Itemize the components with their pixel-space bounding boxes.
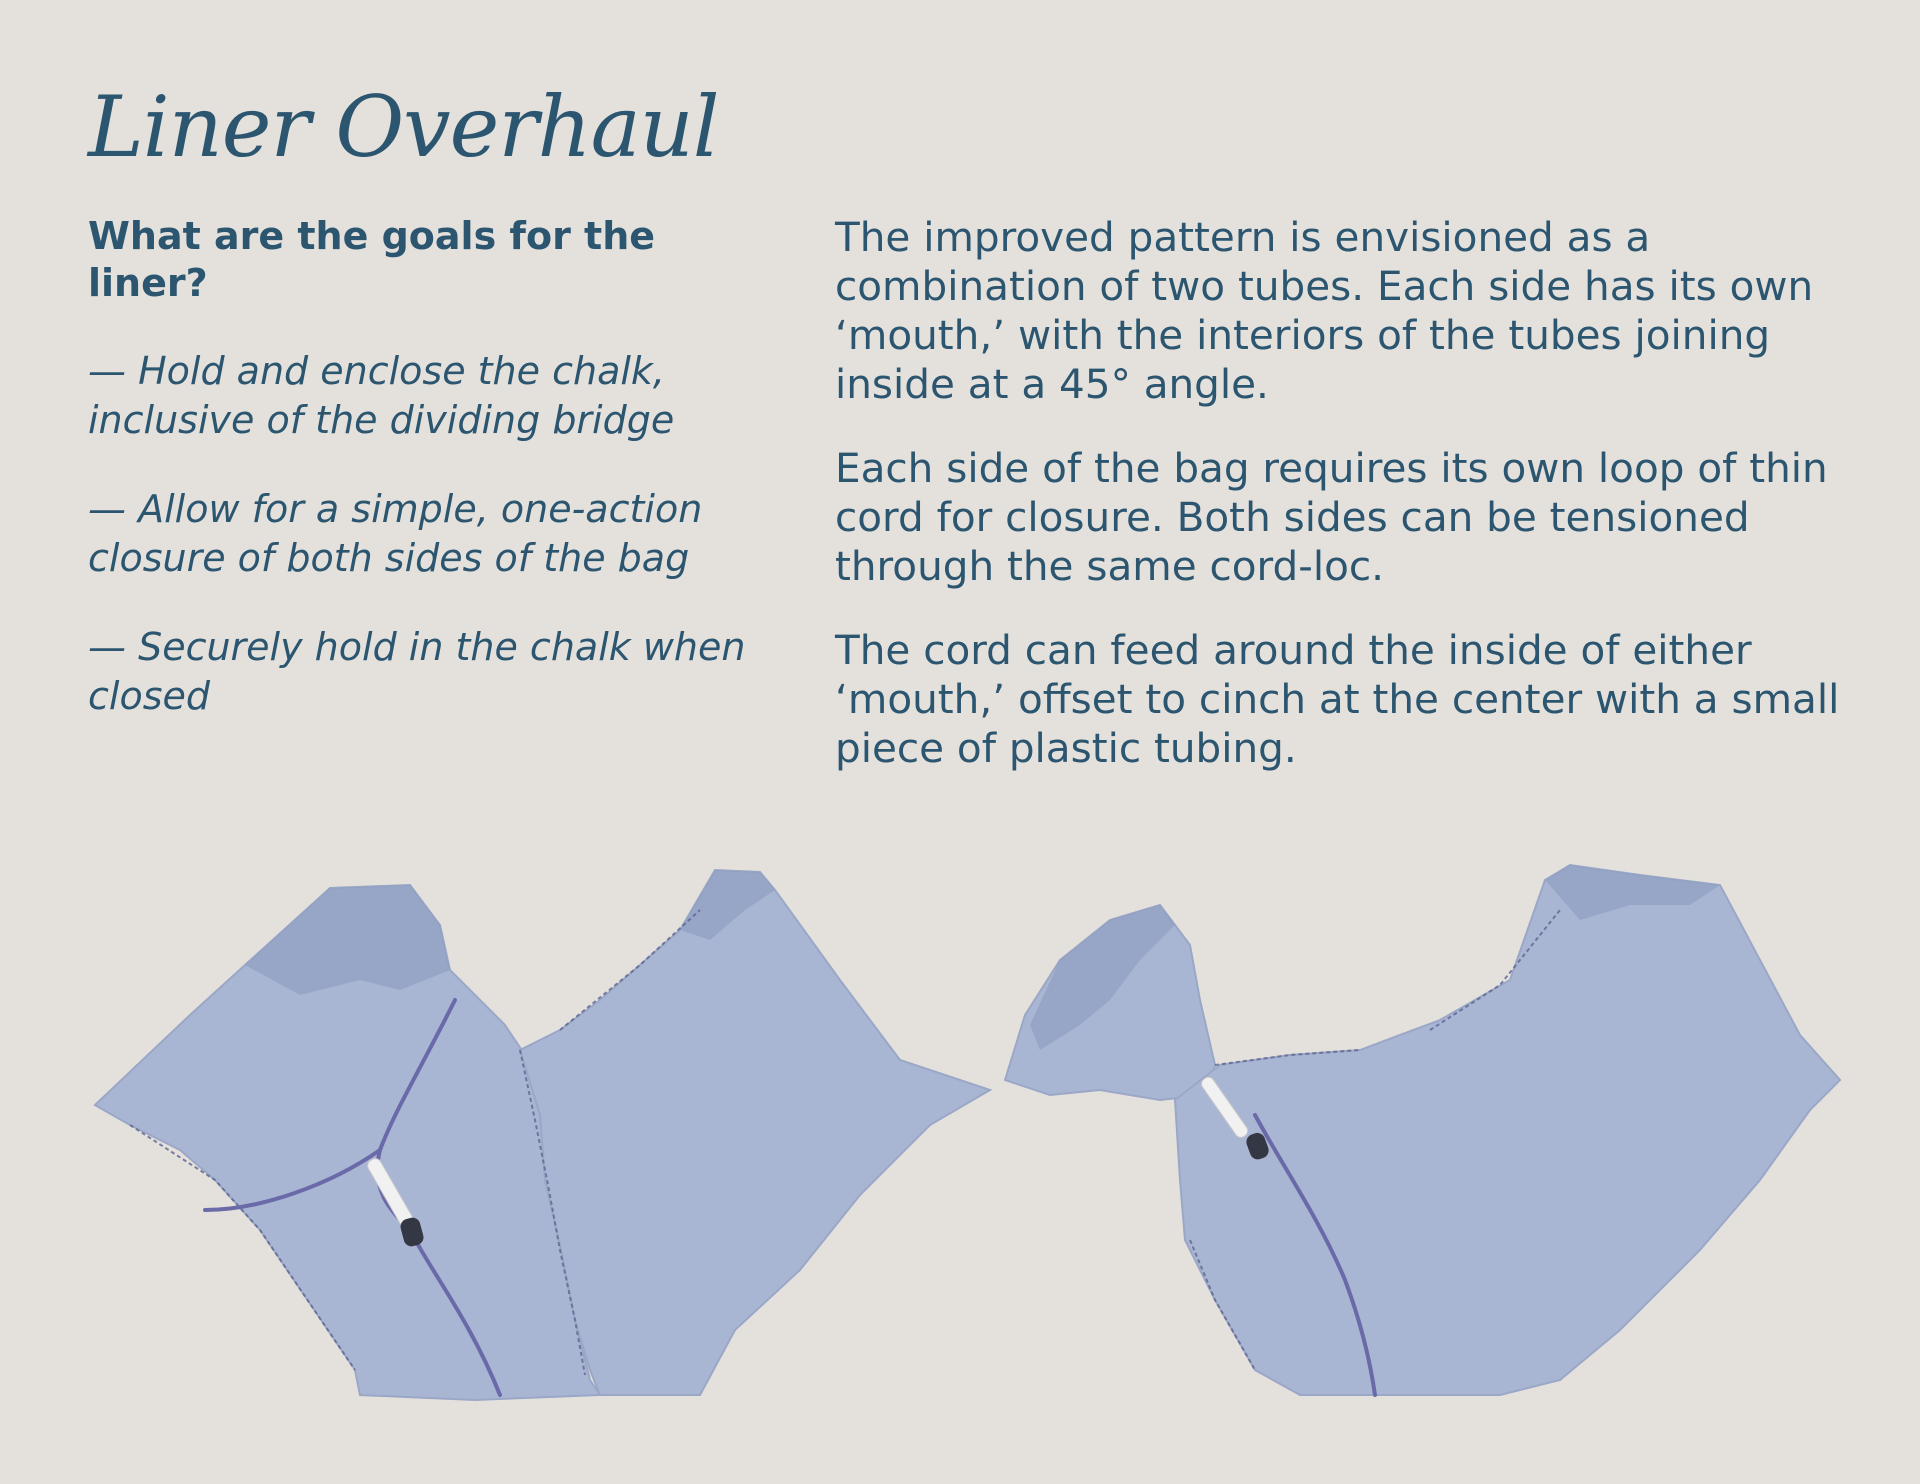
cinched-liner-body (1175, 865, 1840, 1395)
goal-item: — Securely hold in the chalk when closed (88, 625, 746, 718)
description-paragraph: The cord can feed around the inside of either ‘mouth,’ offset to cinch at the center with a small piece of plastic tubing. (835, 626, 1840, 772)
open-liner-mouth-left (245, 885, 450, 995)
open-liner (95, 870, 990, 1400)
goals-column (88, 213, 748, 761)
cinched-liner (1005, 865, 1840, 1395)
description-paragraph: Each side of the bag requires its own loop of thin cord for closure. Both sides can be tensioned through the same cord-loc. (835, 444, 1828, 590)
description-paragraph: The improved pattern is envisioned as a combination of two tubes. Each side has its own ‘mouth,’ with the interiors of the tubes joining inside at a 45° angle. (835, 213, 1814, 408)
goals-question: What are the goals for the liner? (88, 214, 656, 305)
page-title: Liner Overhaul (88, 78, 719, 176)
open-liner-right-tube (520, 870, 990, 1395)
description-column (835, 213, 1885, 808)
goal-item: — Allow for a simple, one-action closure of both sides of the bag (88, 487, 703, 580)
goal-item: — Hold and enclose the chalk, inclusive of the dividing bridge (88, 349, 675, 442)
liner-photo (0, 850, 1920, 1480)
